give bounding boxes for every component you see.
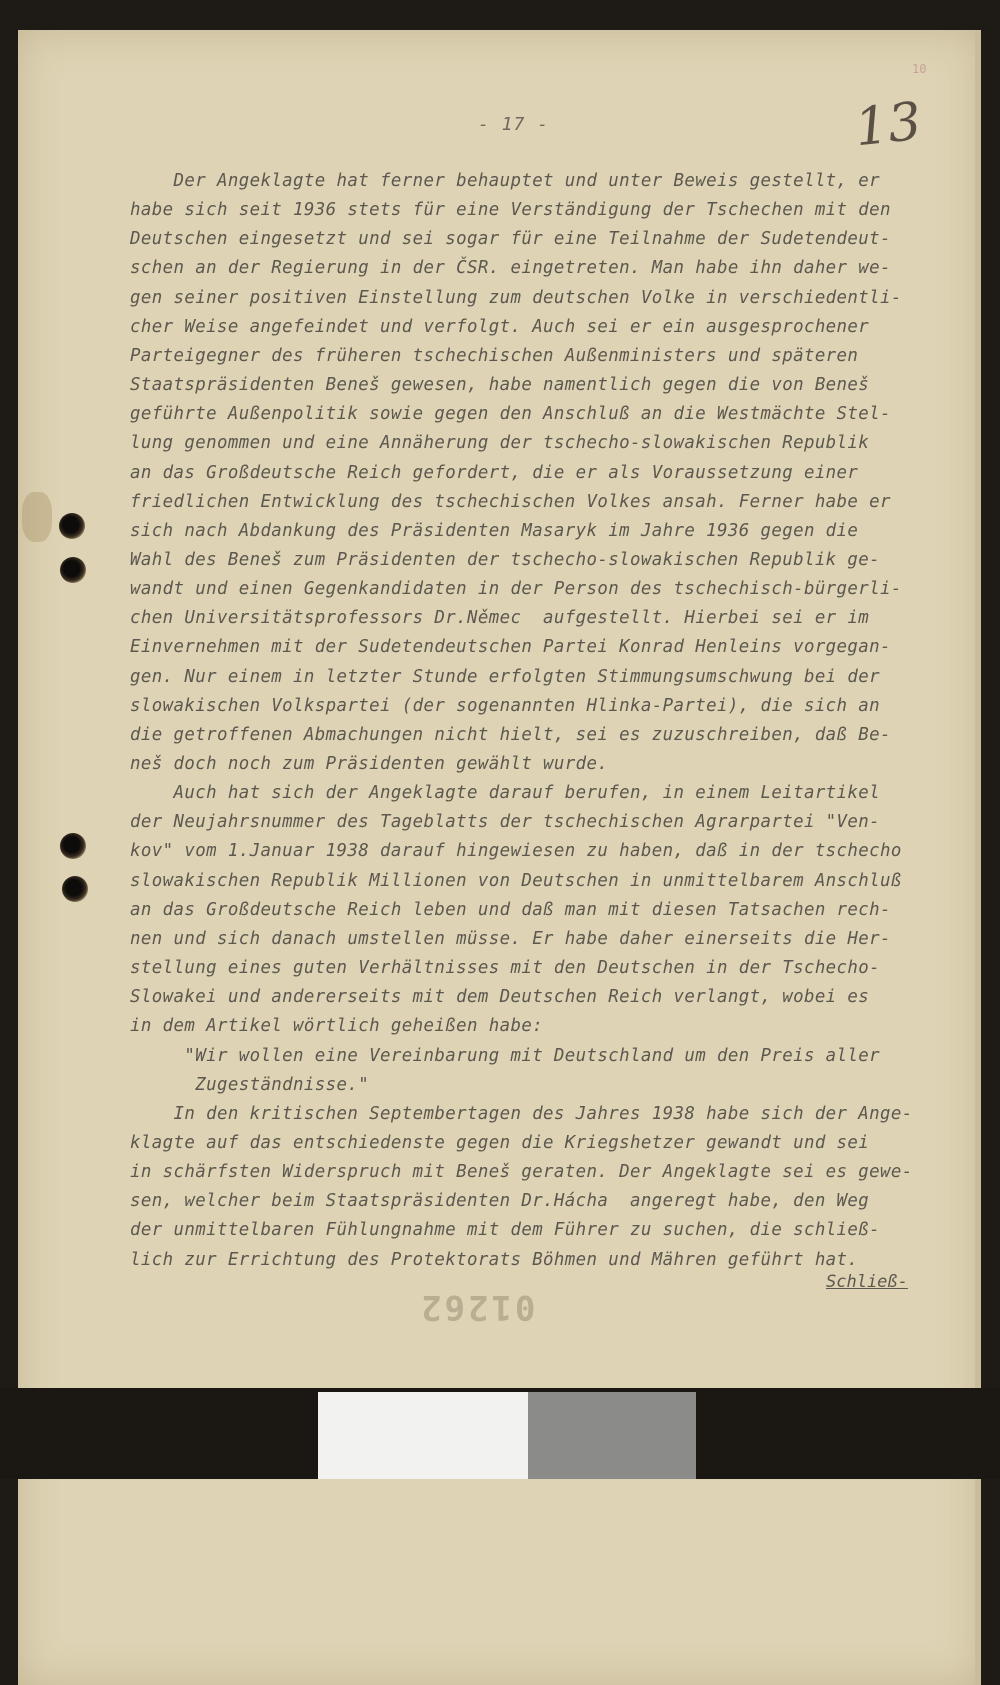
text-line: Zugeständnisse." — [130, 1074, 370, 1095]
text-line: Deutschen eingesetzt und sei sogar für eine Teilnahme der Sudetendeut- — [130, 229, 891, 250]
text-line: cher Weise angefeindet und verfolgt. Auch sei er ein ausgesprochener — [130, 316, 870, 337]
text-line: sen, welcher beim Staatspräsidenten Dr.Hácha angeregt habe, den Weg — [130, 1191, 870, 1212]
text-line: wandt und einen Gegenkandidaten in der Person des tschechisch-bürgerli- — [130, 579, 902, 600]
calibration-gray — [528, 1392, 696, 1479]
punch-hole — [60, 833, 86, 859]
text-line: gen. Nur einem in letzter Stunde erfolgten Stimmungsumschwung bei der — [130, 666, 881, 687]
text-line: schen an der Regierung in der ČSR. eingetreten. Man habe ihn daher we- — [130, 258, 891, 279]
corner-mark: 10 — [912, 62, 927, 76]
text-line: der Neujahrsnummer des Tageblatts der tschechischen Agrarpartei "Ven- — [130, 812, 881, 833]
text-line: Der Angeklagte hat ferner behauptet und unter Beweis gestellt, er — [130, 171, 881, 191]
text-line: lung genommen und eine Annäherung der tschecho-slowakischen Republik — [130, 433, 870, 454]
text-line: slowakischen Volkspartei (der sogenannten Hlinka-Partei), die sich an — [130, 695, 881, 716]
continuation-word: Schließ- — [826, 1272, 908, 1292]
page-number: - 17 - — [478, 114, 550, 135]
punch-hole — [60, 557, 86, 583]
text-line: gen seiner positiven Einstellung zum deutschen Volke in verschiedentli- — [130, 287, 902, 308]
text-line: Wahl des Beneš zum Präsidenten der tschecho-slowakischen Republik ge- — [130, 549, 881, 570]
text-line: sich nach Abdankung des Präsidenten Masaryk im Jahre 1936 gegen die — [130, 520, 859, 541]
archive-stamp: 01262 — [418, 1287, 536, 1327]
text-line: Staatspräsidenten Beneš gewesen, habe namentlich gegen die von Beneš — [130, 375, 870, 396]
calibration-white — [318, 1392, 528, 1479]
text-line: Einvernehmen mit der Sudetendeutschen Partei Konrad Henleins vorgegan- — [130, 637, 891, 658]
text-line: Parteigegner des früheren tschechischen Außenministers und späteren — [130, 345, 859, 366]
text-line: neš doch noch zum Präsidenten gewählt wurde. — [130, 754, 609, 774]
text-line: Auch hat sich der Angeklagte darauf berufen, in einem Leitartikel — [130, 783, 881, 804]
handwritten-folio: 13 — [852, 91, 925, 159]
punch-hole — [62, 876, 88, 902]
text-line: der unmittelbaren Fühlungnahme mit dem Führer zu suchen, die schließ- — [130, 1220, 881, 1241]
text-line: habe sich seit 1936 stets für eine Verständigung der Tschechen mit den — [130, 200, 891, 221]
paper-stain — [22, 492, 52, 542]
text-line: kov" vom 1.Januar 1938 darauf hingewiesen zu haben, daß in der tschecho — [130, 841, 902, 862]
text-line: lich zur Errichtung des Protektorats Böhmen und Mähren geführt hat. — [130, 1249, 859, 1270]
text-line: die getroffenen Abmachungen nicht hielt, sei es zuzuschreiben, daß Be- — [130, 724, 891, 745]
text-line: Slowakei und andererseits mit dem Deutschen Reich verlangt, wobei es — [130, 987, 870, 1008]
text-line: an das Großdeutsche Reich gefordert, die er als Voraussetzung einer — [130, 462, 859, 483]
text-line: In den kritischen Septembertagen des Jahres 1938 habe sich der Ange- — [130, 1103, 913, 1124]
text-line: friedlichen Entwicklung des tschechischen Volkes ansah. Ferner habe er — [130, 491, 891, 512]
text-line: slowakischen Republik Millionen von Deutschen in unmittelbarem Anschluß — [130, 870, 902, 891]
text-line: chen Universitätsprofessors Dr.Němec aufgestellt. Hierbei sei er im — [130, 608, 870, 629]
text-line: klagte auf das entschiedenste gegen die Kriegshetzer gewandt und sei — [130, 1132, 870, 1153]
text-line: "Wir wollen eine Vereinbarung mit Deutschland um den Preis aller — [130, 1045, 881, 1066]
text-line: stellung eines guten Verhältnisses mit den Deutschen in der Tschecho- — [130, 958, 881, 979]
punch-hole — [59, 513, 85, 539]
text-line: an das Großdeutsche Reich leben und daß man mit diesen Tatsachen rech- — [130, 899, 891, 920]
text-line: nen und sich danach umstellen müsse. Er habe daher einerseits die Her- — [130, 928, 891, 949]
text-line: in schärfsten Widerspruch mit Beneš geraten. Der Angeklagte sei es gewe- — [130, 1162, 913, 1183]
text-line: in dem Artikel wörtlich geheißen habe: — [130, 1016, 544, 1037]
text-line: geführte Außenpolitik sowie gegen den Anschluß an die Westmächte Stel- — [130, 404, 891, 425]
